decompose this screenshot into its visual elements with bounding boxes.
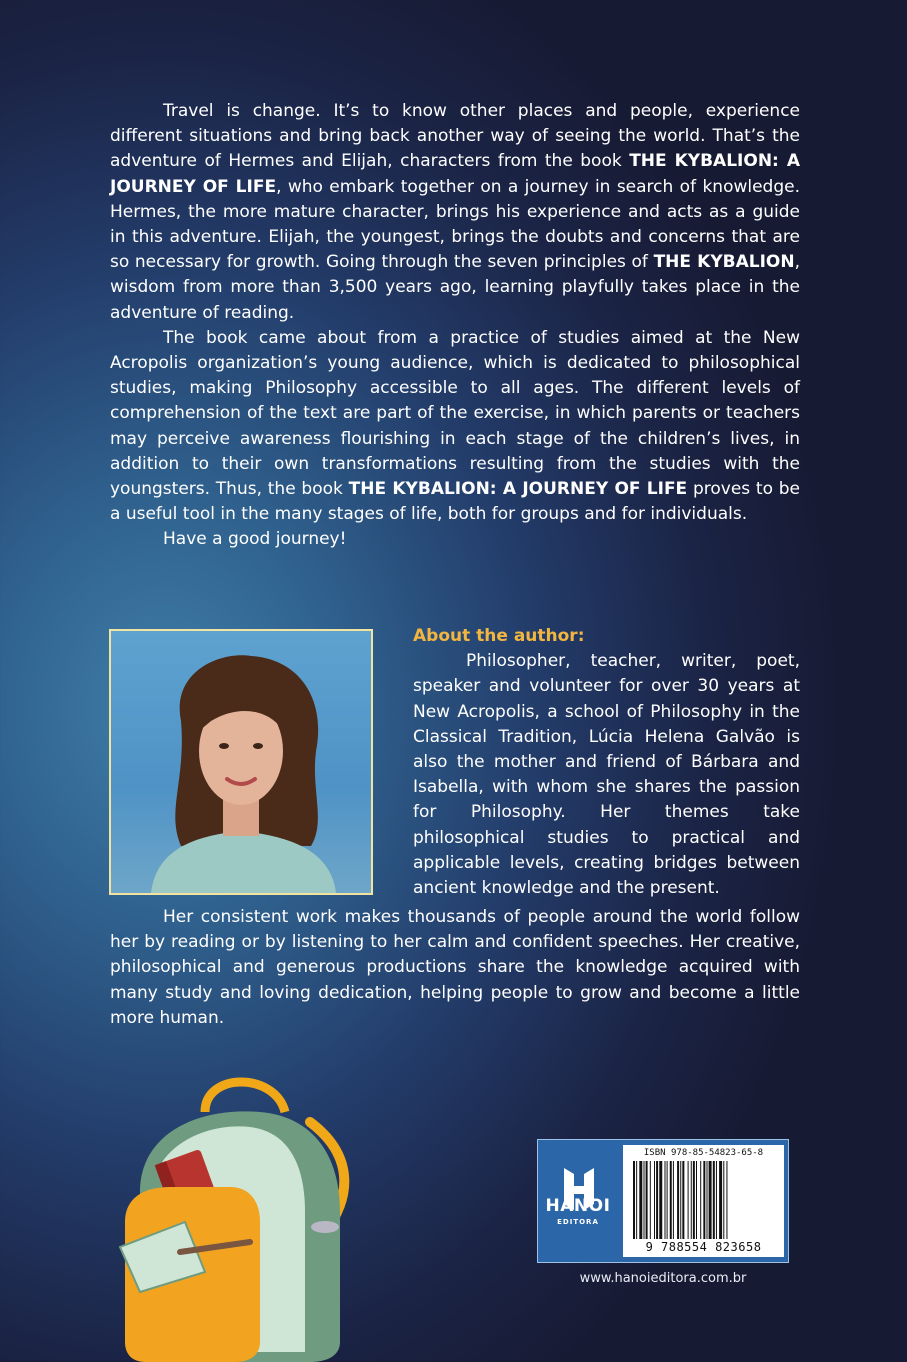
- blurb-paragraph-1: Travel is change. It’s to know other places and people, experience different situations and bring back another way of seeing the world. That’s the adventure of Hermes and Elijah, characters from the book THE KYBALION: A JOURNEY OF LIFE, who embark together on a journey in search of knowledge. Hermes, the more mature character, brings his experience and acts as a guide in this adventure. Elijah, the youngest, brings the doubts and concerns that are so necessary for growth. Going through the seven principles of THE KYBALION, wisdom from more than 3,500 years ago, learning playfully takes place in the adventure of reading.: [110, 101, 801, 323]
- book-title-bold: THE KYBALION: A JOURNEY OF LIFE: [348, 479, 688, 500]
- author-photo: [109, 629, 373, 895]
- about-author-text: Philosopher, teacher, writer, poet, speaker and volunteer for over 30 years at New Acropolis, a school of Philosophy in the Classical Tradition, Lúcia Helena Galvão is also the mother and friend of Bárbara and Isabella, with whom she shares the passion for Philosophy. Her themes take philosophical studies to practical and applicable levels, creating bridges between ancient knowledge and the present.: [413, 651, 800, 899]
- barcode-digits: 9 788554 823658: [645, 1240, 762, 1254]
- publisher-name: HANOI: [545, 1196, 611, 1216]
- author-bio-continued: Her consistent work makes thousands of people around the world follow her by reading or by listening to her calm and confident speeches. Her creative, philosophical and generous productions share the knowledge acquired with many study and loving dedication, helping people to grow and become a little more human.: [110, 907, 800, 1028]
- publisher-subtitle: EDITORA: [557, 1218, 599, 1226]
- backpack-illustration: [110, 1072, 355, 1362]
- blurb-paragraph-3: Have a good journey!: [163, 529, 347, 550]
- publisher-website[interactable]: www.hanoieditora.com.br: [579, 1271, 747, 1286]
- isbn-number: ISBN 978-85-54823-65-8: [643, 1148, 764, 1158]
- kybalion-bold: THE KYBALION: [653, 252, 795, 273]
- book-title-bold: THE KYBALION: A JOURNEY OF LIFE: [110, 151, 801, 197]
- blurb-paragraph-2: The book came about from a practice of studies aimed at the New Acropolis organization’s young audience, which is dedicated to philosophical studies, making Philosophy accessible to all ages. The different levels of comprehension of the text are part of the exercise, in which parents or teachers may perceive awareness flourishing in each stage of the children’s lives, in addition to their own transformations resulting from the studies with the youngsters. Thus, the book THE KYBALION: A JOURNEY OF LIFE proves to be a useful tool in the many stages of life, both for groups and for individuals.: [110, 327, 800, 525]
- author-portrait-illustration: [111, 631, 371, 893]
- barcode-bars: [633, 1161, 775, 1239]
- book-blurb: [110, 99, 800, 553]
- about-author-heading: About the author:: [413, 626, 585, 646]
- publisher-barcode-panel: [537, 1139, 789, 1263]
- barcode: [623, 1145, 784, 1257]
- about-author-section: [413, 624, 800, 901]
